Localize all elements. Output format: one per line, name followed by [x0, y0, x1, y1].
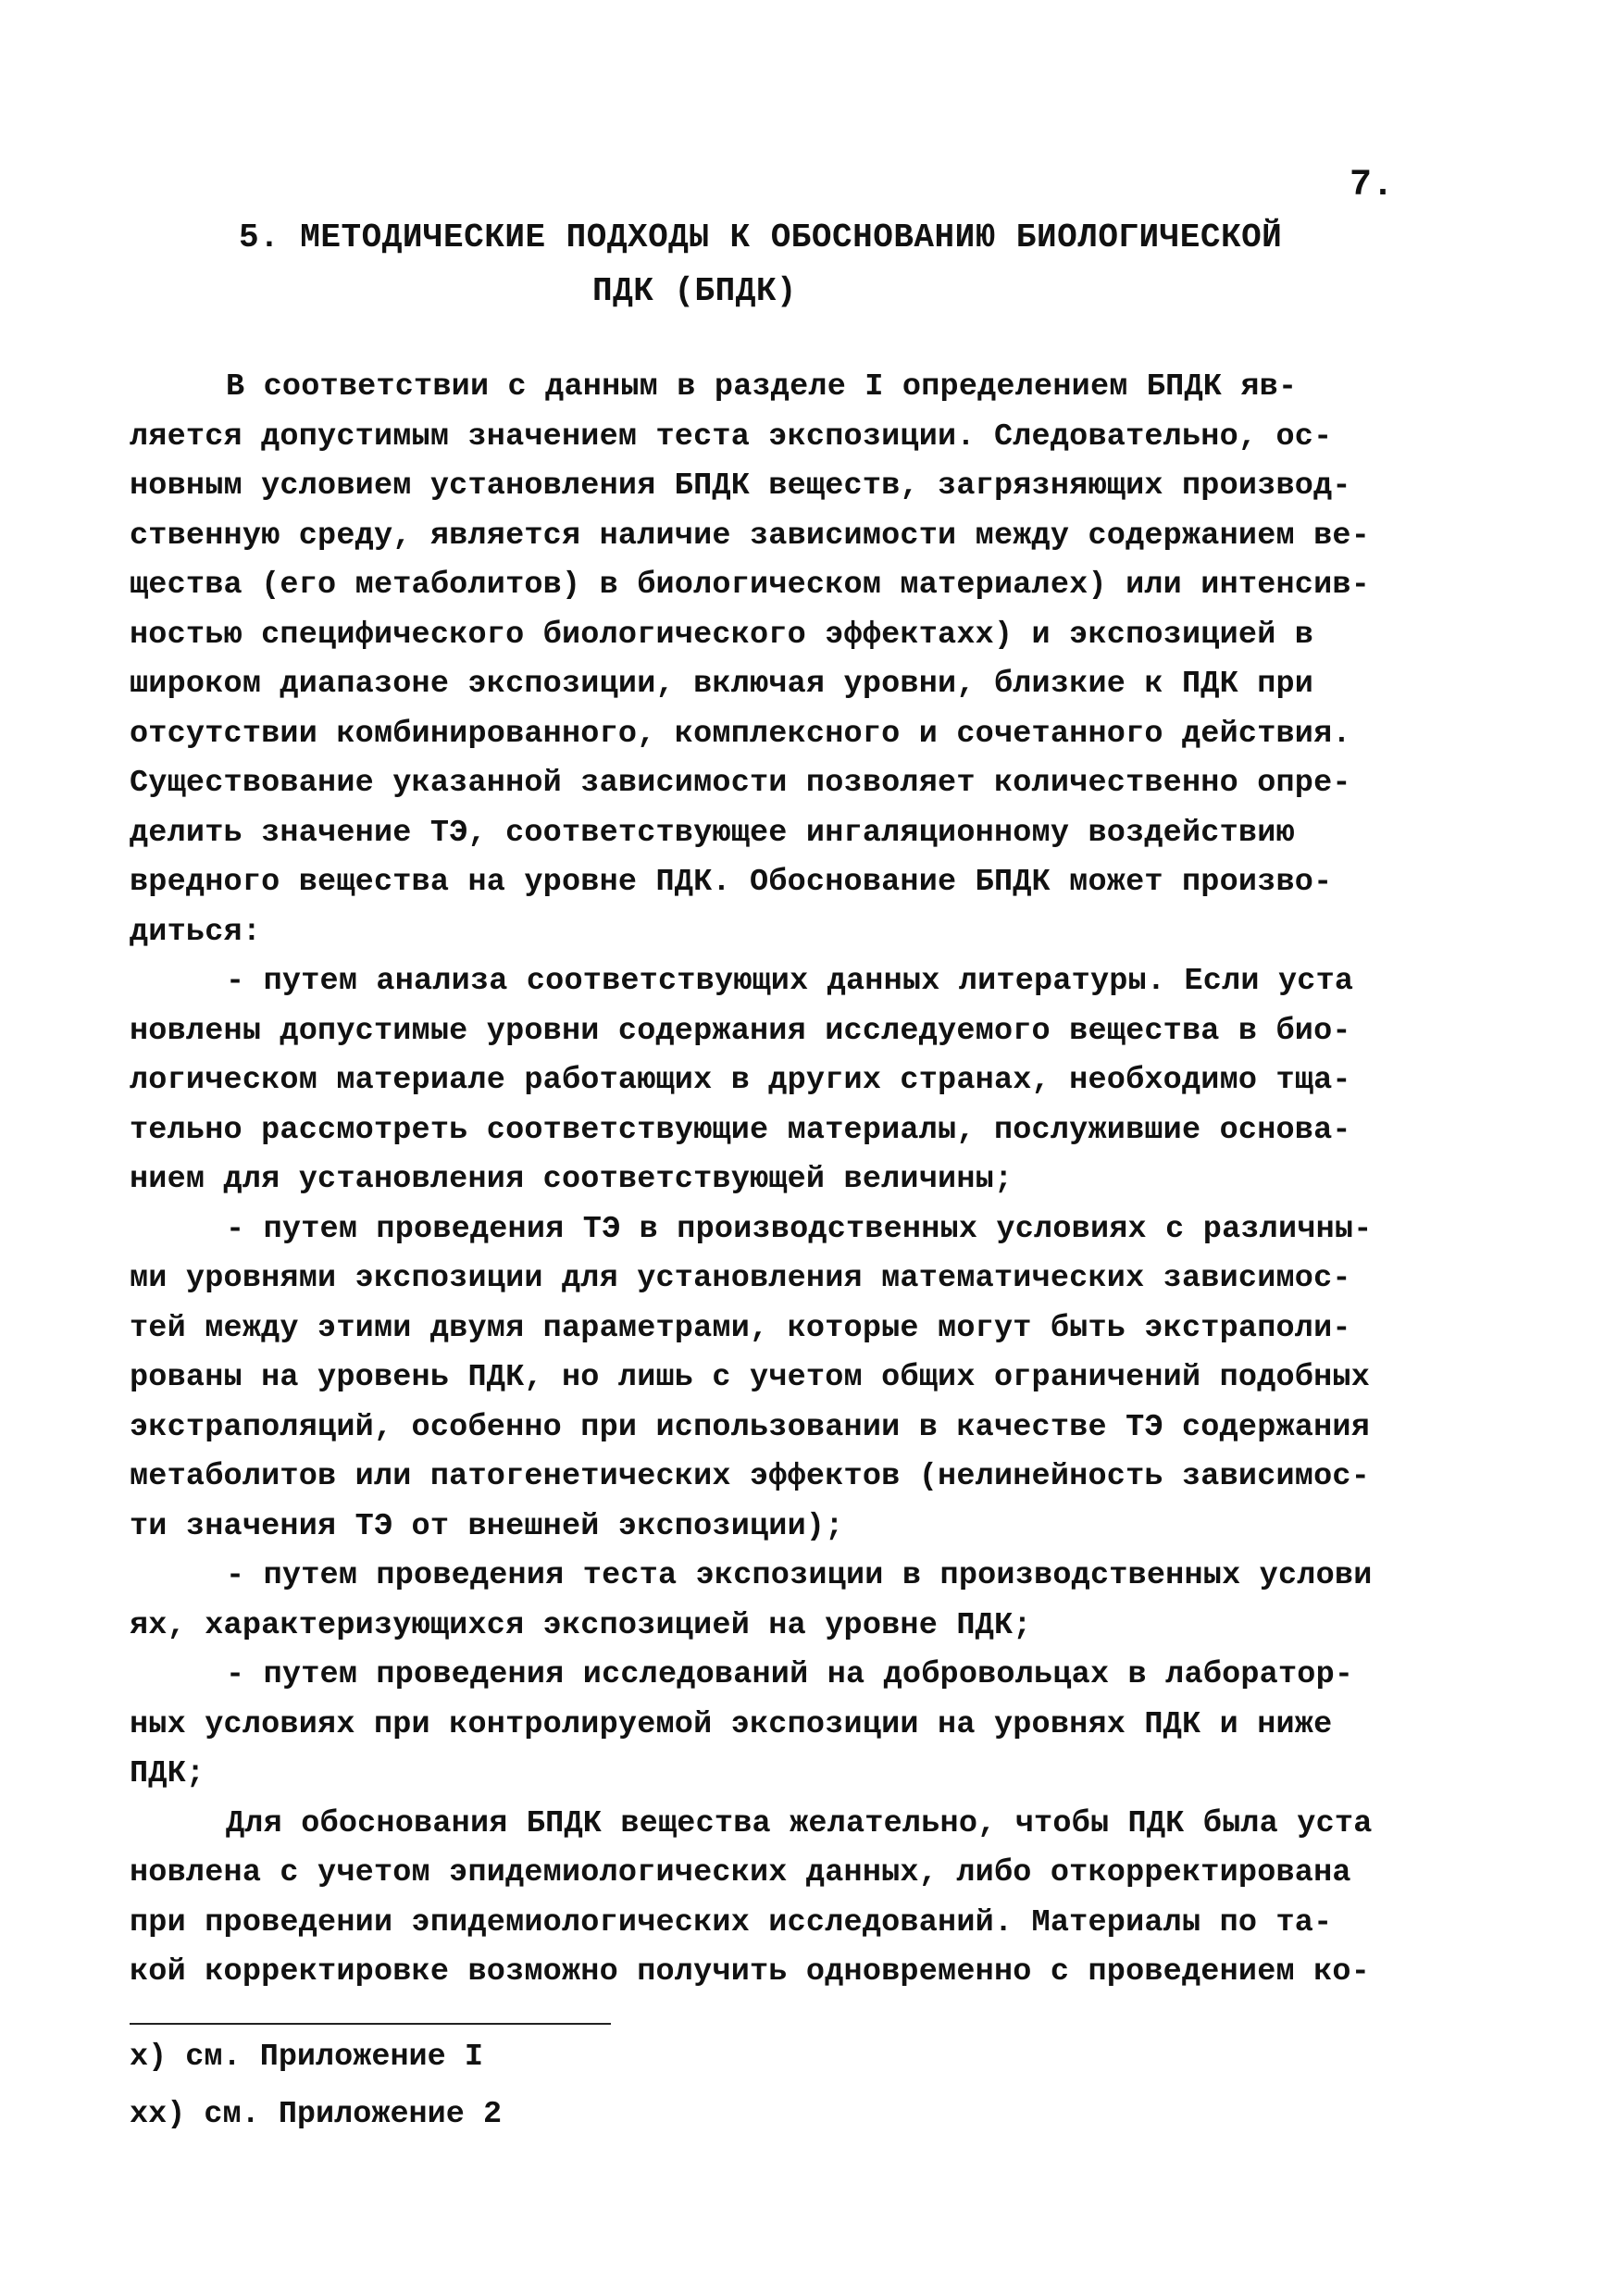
- text-line: нием для установления соответствующей величины;: [130, 1162, 1014, 1197]
- text-line: - путем проведения ТЭ в производственных условиях с различны-: [226, 1211, 1373, 1247]
- text-line: логическом материале работающих в других странах, необходимо тща-: [130, 1063, 1351, 1098]
- text-line: щества (его метаболитов) в биологическом материалех) или интенсив-: [130, 568, 1371, 603]
- text-line: новным условием установления БПДК веществ, загрязняющих производ-: [130, 468, 1351, 504]
- text-line: - путем проведения исследований на добровольцах в лаборатор-: [226, 1657, 1354, 1692]
- section-heading: [213, 211, 1416, 318]
- section-heading-line-2: ПДК (БПДК): [592, 272, 798, 310]
- paragraph: [130, 1552, 1481, 1651]
- text-line: новлена с учетом эпидемиологических данных, либо откорректирована: [130, 1855, 1351, 1890]
- section-heading-line-1: 5. МЕТОДИЧЕСКИЕ ПОДХОДЫ К ОБОСНОВАНИЮ БИОЛОГИЧЕСКОЙ: [239, 218, 1283, 256]
- text-line: тельно рассмотреть соответствующие материалы, послужившие основа-: [130, 1112, 1351, 1148]
- paragraph: [130, 1205, 1481, 1553]
- page-number: 7.: [1350, 165, 1395, 206]
- paragraph: [130, 1651, 1481, 1800]
- text-line: делить значение ТЭ, соответствующее ингаляционному воздействию: [130, 815, 1295, 851]
- text-line: отсутствии комбинированного, комплексного и сочетанного действия.: [130, 716, 1351, 752]
- text-line: ти значения ТЭ от внешней экспозиции);: [130, 1508, 844, 1544]
- text-line: диться:: [130, 914, 262, 950]
- body-text: [130, 363, 1481, 1998]
- text-line: рованы на уровень ПДК, но лишь с учетом общих ограничений подобных: [130, 1360, 1371, 1395]
- text-line: - путем проведения теста экспозиции в производственных услови: [226, 1558, 1373, 1593]
- footnotes: [130, 2023, 611, 2143]
- text-line: ми уровнями экспозиции для установления математических зависимос-: [130, 1261, 1351, 1296]
- text-line: кой корректировке возможно получить одновременно с проведением ко-: [130, 1954, 1371, 1990]
- text-line: ляется допустимым значением теста экспозиции. Следовательно, ос-: [130, 418, 1333, 455]
- text-line: ных условиях при контролируемой экспозиции на уровнях ПДК и ниже: [130, 1706, 1333, 1742]
- text-line: ях, характеризующихся экспозицией на уровне ПДК;: [130, 1607, 1032, 1643]
- paragraph: [130, 957, 1481, 1205]
- text-line: Для обоснования БПДК вещества желательно, чтобы ПДК была уста: [226, 1805, 1373, 1841]
- text-line: ностью специфического биологического эффектахх) и экспозицией в: [130, 617, 1314, 653]
- footnote: хх) см. Приложение 2: [130, 2097, 503, 2132]
- text-line: метаболитов или патогенетических эффектов (нелинейность зависимос-: [130, 1459, 1371, 1494]
- text-line: широком диапазоне экспозиции, включая уровни, близкие к ПДК при: [130, 667, 1314, 702]
- text-line: ственную среду, является наличие зависимости между содержанием ве-: [130, 518, 1371, 554]
- footnote: х) см. Приложение I: [130, 2040, 483, 2075]
- text-line: вредного вещества на уровне ПДК. Обоснование БПДК может произво-: [130, 865, 1333, 900]
- text-line: экстраполяций, особенно при использовании в качестве ТЭ содержания: [130, 1409, 1371, 1445]
- text-line: новлены допустимые уровни содержания исследуемого вещества в био-: [130, 1013, 1351, 1049]
- paragraph: [130, 1800, 1481, 1998]
- text-line: тей между этими двумя параметрами, которые могут быть экстраполи-: [130, 1310, 1351, 1346]
- text-line: ПДК;: [130, 1756, 205, 1791]
- text-line: В соответствии с данным в разделе I определением БПДК яв-: [226, 369, 1298, 405]
- text-line: - путем анализа соответствующих данных литературы. Если уста: [226, 964, 1354, 999]
- text-line: при проведении эпидемиологических исследований. Материалы по та-: [130, 1904, 1333, 1940]
- text-line: Существование указанной зависимости позволяет количественно опре-: [130, 766, 1351, 801]
- paragraph: [130, 363, 1481, 957]
